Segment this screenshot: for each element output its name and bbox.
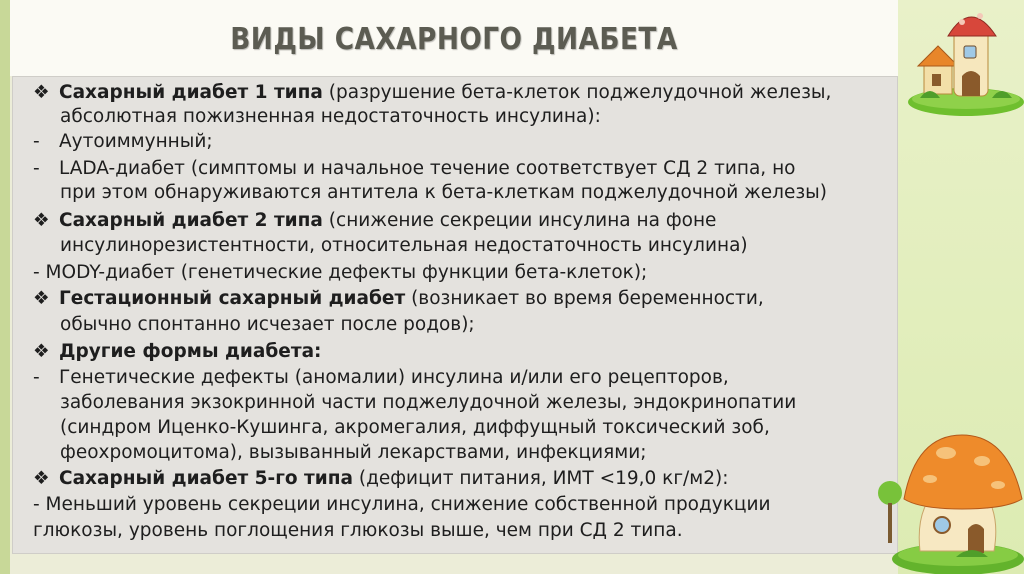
list-item-continuation: абсолютная пожизненная недостаточность инсулина):: [60, 106, 601, 127]
list-item-continuation: заболевания экзокринной части поджелудочной железы, эндокринопатии: [60, 392, 797, 413]
list-item-type5: [33, 467, 728, 491]
list-item-type2: [33, 209, 716, 233]
list-item-continuation: обычно спонтанно исчезает после родов);: [60, 314, 475, 335]
list-item-gestational: [33, 287, 764, 311]
sub-item-type5-desc: - Меньший уровень секреции инсулина, снижение собственной продукции: [33, 494, 771, 515]
list-item-continuation: (синдром Иценко-Кушинга, акромегалия, диффущный токсический зоб,: [60, 417, 770, 438]
slide-title: ВИДЫ САХАРНОГО ДИАБЕТА: [230, 22, 678, 57]
sub-item-text: Генетические дефекты (аномалии) инсулина и/или его рецепторов,: [59, 367, 729, 388]
term-bold: Сахарный диабет 5-го типа: [59, 468, 353, 489]
content-box: [12, 76, 898, 554]
sub-item-mody: - MODY-диабет (генетические дефекты функции бета-клеток);: [33, 262, 648, 283]
term-desc: (снижение секреции инсулина на фоне: [322, 210, 717, 231]
dash-marker: -: [33, 131, 40, 152]
term-bold: Сахарный диабет 1 типа: [59, 82, 323, 103]
fairy-house-icon: [900, 2, 1024, 120]
list-item-continuation: глюкозы, уровень поглощения глюкозы выше, чем при СД 2 типа.: [33, 520, 683, 541]
term-desc: (дефицит питания, ИМТ <19,0 кг/м2):: [352, 468, 729, 489]
sub-item-lada: [33, 157, 796, 181]
mushroom-house-icon: [876, 425, 1024, 574]
bullet-marker: ❖: [33, 288, 50, 309]
bullet-marker: ❖: [33, 341, 50, 362]
list-item-type1: [33, 81, 831, 105]
dash-marker: -: [33, 367, 40, 388]
term-desc: (разрушение бета-клеток поджелудочной железы,: [322, 82, 832, 103]
list-item-continuation: при этом обнаруживаются антитела к бета-клеткам поджелудочной железы): [60, 182, 828, 203]
term-bold: Сахарный диабет 2 типа: [59, 210, 323, 231]
sub-item-autoimmune: [33, 130, 213, 154]
sub-item-genetic: [33, 366, 729, 390]
bullet-marker: ❖: [33, 210, 50, 231]
bullet-marker: ❖: [33, 82, 50, 103]
list-item-other-forms: [33, 340, 321, 364]
left-accent-strip: [0, 0, 10, 574]
sub-item-text: Аутоиммунный;: [59, 131, 213, 152]
term-bold: Другие формы диабета:: [59, 341, 322, 362]
dash-marker: -: [33, 158, 40, 179]
bullet-marker: ❖: [33, 468, 50, 489]
list-item-continuation: инсулинорезистентности, относительная недостаточность инсулина): [60, 235, 748, 256]
term-bold: Гестационный сахарный диабет: [59, 288, 406, 309]
term-desc: (возникает во время беременности,: [405, 288, 764, 309]
sub-item-text: LADA-диабет (симптомы и начальное течение соответствует СД 2 типа, но: [59, 158, 796, 179]
list-item-continuation: феохромоцитома), вызыванный лекарствами, инфекциями;: [60, 442, 647, 463]
